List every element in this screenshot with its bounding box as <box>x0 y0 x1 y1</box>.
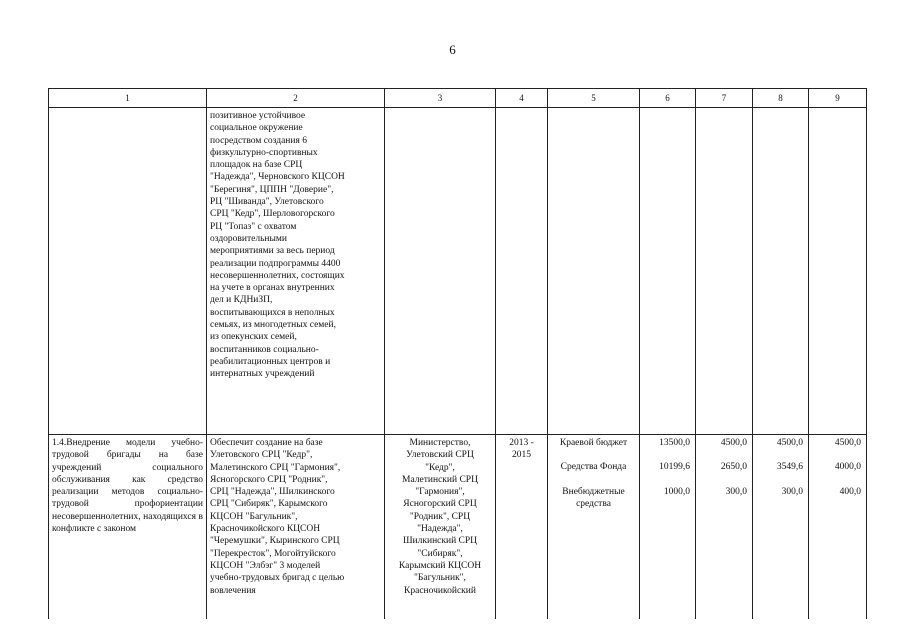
funding-source: Средства Фонда <box>560 462 627 473</box>
text-line: физкультурно-спортивных <box>210 147 318 158</box>
text-line: Ясногорский СРЦ <box>403 499 477 510</box>
table-row-continuation <box>49 108 867 435</box>
amount-value: 10199,6 <box>659 462 690 473</box>
period-cell <box>496 435 548 620</box>
amount-value: 1000,0 <box>663 486 690 497</box>
period-end: 2015 <box>512 450 531 461</box>
amount-value: 4500,0 <box>834 438 861 448</box>
text-line: "Родник", СРЦ <box>409 511 471 522</box>
text-line: семьях, из многодетных семей, <box>210 320 336 331</box>
text-line: Малетинский СРЦ <box>402 474 478 485</box>
column-header: 1 <box>49 89 207 108</box>
text-line: на учете в органах внутренних <box>210 283 335 294</box>
text-line: "Перекресток", Могойтуйского <box>210 548 336 559</box>
executor-cell <box>385 435 496 620</box>
amount-value: 400,0 <box>839 486 861 497</box>
text-line: "Багульник", <box>414 573 466 584</box>
table-row-item-1-4 <box>49 435 867 620</box>
text-line: Красночикойского КЦСОН <box>210 524 321 535</box>
column-number-row <box>49 89 867 108</box>
column-header: 5 <box>548 89 640 108</box>
text-line: посредством создания 6 <box>210 135 307 146</box>
text-line: реализации подпрограммы 4400 <box>210 258 341 269</box>
funding-source-cell <box>548 435 640 620</box>
text-line: "Гармония", <box>415 487 465 498</box>
text-line: дел и КДНиЗП, <box>210 295 273 306</box>
table-cell <box>385 108 496 435</box>
amount-value: 13500,0 <box>659 438 690 448</box>
text-line: "Надежда", Черновского КЦСОН <box>210 172 345 183</box>
column-header: 8 <box>753 89 809 108</box>
expected-result-cell <box>207 108 385 435</box>
column-header: 4 <box>496 89 548 108</box>
program-table <box>48 88 867 619</box>
text-line: учебно-трудовых бригад с целью <box>210 573 345 584</box>
year-2013-amount-cell <box>696 435 753 620</box>
text-line: социальное окружение <box>210 123 303 134</box>
text-line: РЦ "Шиванда", Улетовского <box>210 197 324 208</box>
text-line: несовершеннолетних, состоящих <box>210 270 345 281</box>
text-line: вовлечения <box>210 585 256 596</box>
funding-source: Краевой бюджет <box>559 438 628 448</box>
table-cell <box>640 108 696 435</box>
amount-value: 300,0 <box>725 486 747 497</box>
column-header: 2 <box>207 89 385 108</box>
year-2015-amount-cell <box>809 435 867 620</box>
text-line: позитивное устойчивое <box>210 111 306 121</box>
text-line: СРЦ "Сибиряк", Карымского <box>210 499 328 510</box>
text-line: "Черемушки", Кыринского СРЦ <box>210 536 340 547</box>
text-line: КЦСОН "Багульник", <box>210 511 298 522</box>
table-cell <box>696 108 753 435</box>
text-line: из опекунских семей, <box>210 332 297 343</box>
table-cell <box>809 108 867 435</box>
table-cell <box>548 108 640 435</box>
text-line: воспитанников социально- <box>210 344 319 355</box>
table-cell <box>496 108 548 435</box>
text-line: воспитывающихся в неполных <box>210 307 335 318</box>
text-line: КЦСОН "Элбэг" 3 моделей <box>210 560 321 571</box>
text-line: Улетовский СРЦ <box>406 450 474 461</box>
table-cell <box>753 108 809 435</box>
text-line: "Берегиня", ЦППН "Доверие", <box>210 184 334 195</box>
text-line: "Сибиряк", <box>417 548 463 559</box>
text-line: интернатных учреждений <box>210 369 315 380</box>
text-line: "Кедр", <box>425 462 455 473</box>
text-line: РЦ "Топаз" с охватом <box>210 221 297 232</box>
text-line: "Надежда", <box>417 524 463 535</box>
text-line: Ясногорского СРЦ "Родник", <box>210 474 328 485</box>
total-amount-cell <box>640 435 696 620</box>
column-header: 9 <box>809 89 867 108</box>
amount-value: 3549,6 <box>776 462 803 473</box>
column-header: 7 <box>696 89 753 108</box>
text-line: СРЦ "Кедр", Шерловогорского <box>210 209 335 220</box>
expected-result-cell <box>207 435 385 620</box>
text-line: СРЦ "Надежда", Шилкинского <box>210 487 335 498</box>
measure-name-cell: 1.4.Внедрение модели учебно-трудовой бригады на базе учреждений социального обслуживания как средство реализации методов социально-трудовой профориентации несовершеннолетних, находящихся в конфликте с законом <box>49 435 207 620</box>
text-line: Шилкинский СРЦ <box>402 536 478 547</box>
text-line: Министерство, <box>409 438 471 448</box>
table-cell <box>49 108 207 435</box>
amount-value: 300,0 <box>781 486 803 497</box>
amount-value: 4500,0 <box>776 438 803 448</box>
funding-source: Внебюджетные средства <box>562 486 625 509</box>
amount-value: 2650,0 <box>720 462 747 473</box>
period-start: 2013 - <box>509 438 534 448</box>
column-header: 6 <box>640 89 696 108</box>
text-line: Карымский КЦСОН <box>398 560 482 571</box>
text-line: Обеспечит создание на базе <box>210 438 323 448</box>
amount-value: 4500,0 <box>720 438 747 448</box>
year-2014-amount-cell <box>753 435 809 620</box>
amount-value: 4000,0 <box>834 462 861 473</box>
text-line: мероприятиями за весь период <box>210 246 335 257</box>
page-number: 6 <box>449 42 456 57</box>
text-line: Улетовского СРЦ "Кедр", <box>210 450 313 461</box>
text-line: Красночикойский <box>404 585 476 596</box>
text-line: Малетинского СРЦ "Гармония", <box>210 462 341 473</box>
text-line: реабилитационных центров и <box>210 356 331 367</box>
text-line: площадок на базе СРЦ <box>210 160 303 171</box>
column-header: 3 <box>385 89 496 108</box>
text-line: оздоровительными <box>210 233 287 244</box>
